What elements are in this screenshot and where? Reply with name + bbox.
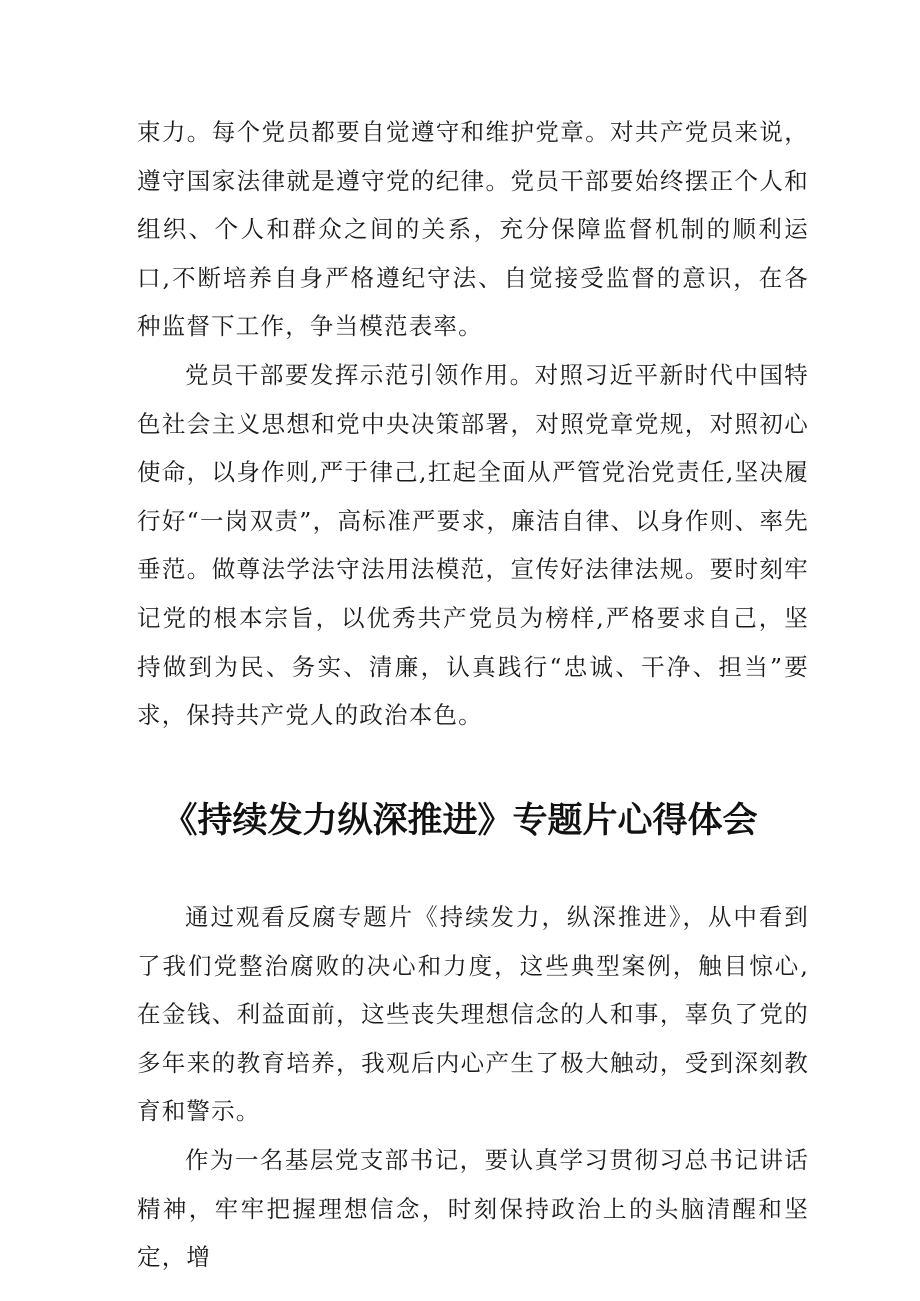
section-title: 《持续发力纵深推进》专题片心得体会 xyxy=(162,801,758,841)
body-text-bottom xyxy=(137,893,809,1282)
paragraph-4: 作为一名基层党支部书记，要认真学习贯彻习总书记讲话精神，牢牢把握理想信念，时刻保持政治上的头脑清醒和坚定，增 xyxy=(137,1145,809,1272)
paragraph-1: 束力。每个党员都要自觉遵守和维护党章。对共产党员来说，遵守国家法律就是遵守党的纪律。党员干部要始终摆正个人和组织、个人和群众之间的关系，充分保障监督机制的顺利运口,不断培养自身严格遵纪守法、自觉接受监督的意识，在各种监督下工作，争当模范表率。 xyxy=(137,118,809,341)
body-text-top xyxy=(137,108,809,740)
paragraph-3: 通过观看反腐专题片《持续发力，纵深推进》，从中看到了我们党整治腐败的决心和力度，这些典型案例，触目惊心,在金钱、利益面前，这些丧失理想信念的人和事，辜负了党的多年来的教育培养，我观后内心产生了极大触动，受到深刻教育和警示。 xyxy=(137,903,809,1126)
paragraph-2: 党员干部要发挥示范引领作用。对照习近平新时代中国特色社会主义思想和党中央决策部署，对照党章党规，对照初心使命，以身作则,严于律己,扛起全面从严管党治党责任,坚决履行好“一岗双责”，高标准严要求，廉洁自律、以身作则、率先垂范。做尊法学法守法用法模范，宣传好法律法规。要时刻牢记党的根本宗旨，以优秀共产党员为榜样,严格要求自己，坚持做到为民、务实、清廉，认真践行“忠诚、干净、担当”要求，保持共产党人的政治本色。 xyxy=(137,360,809,730)
